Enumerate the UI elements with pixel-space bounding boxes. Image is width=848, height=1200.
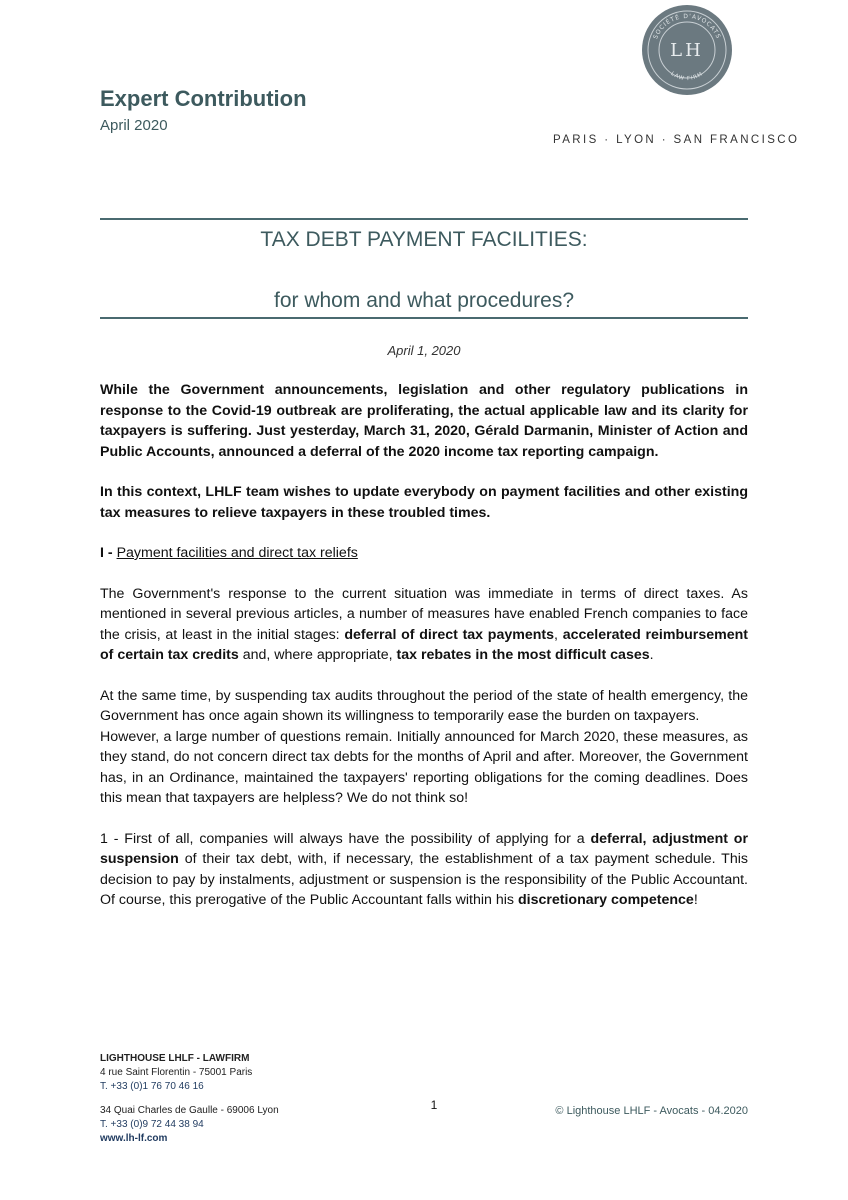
article-body	[100, 380, 748, 931]
paragraph-tax-audits: At the same time, by suspending tax audits throughout the period of the state of health emergency, the Government has once again shown its willingness to temporarily ease the burden on taxpayers.	[100, 687, 748, 724]
text-run: of their tax debt, with, if necessary, the establishment of a tax payment schedule. This decision to pay by instalments, adjustment or suspension is the responsibility of the Public Accountant. Of course, this prerogative of the Public Accountant falls within his	[100, 851, 748, 908]
section-number: I -	[100, 545, 117, 561]
title-rule-top	[100, 218, 748, 220]
footer-firm-name: LIGHTHOUSE LHLF - LAWFIRM	[100, 1053, 250, 1064]
bold-reimbursement: accelerated reimbursement of certain tax credits	[100, 626, 749, 663]
intro-paragraph-2: In this context, LHLF team wishes to update everybody on payment facilities and other existing tax measures to relieve taxpayers in these troubled times.	[100, 484, 748, 521]
text-run: and, where appropriate,	[238, 647, 397, 663]
firm-logo	[641, 4, 733, 96]
document-subtitle: for whom and what procedures?	[274, 289, 574, 312]
footer-phone-lyon: T. +33 (0)9 72 44 38 94	[100, 1119, 204, 1130]
footer-phone-paris: T. +33 (0)1 76 70 46 16	[100, 1081, 204, 1092]
document-title: TAX DEBT PAYMENT FACILITIES:	[260, 228, 588, 251]
footer-contact	[100, 1052, 279, 1146]
footer-copyright: © Lighthouse LHLF - Avocats - 04.2020	[555, 1105, 748, 1117]
bold-discretionary: discretionary competence	[517, 892, 694, 908]
text-run: ,	[554, 626, 563, 643]
publication-date: April 1, 2020	[387, 343, 461, 358]
bold-rebates: tax rebates in the most difficult cases	[396, 647, 650, 663]
footer-address-lyon: 34 Quai Charles de Gaulle - 69006 Lyon	[100, 1105, 279, 1116]
text-run: .	[649, 647, 654, 663]
paragraph-questions: However, a large number of questions remain. Initially announced for March 2020, these measures, as they stand, do not concern direct tax debts for the months of April and after. Moreover, the Government has, in an Ordinance, maintained the taxpayers' reporting obligations for the coming deadlines. Does this mean that taxpayers are helpless? We do not think so!	[100, 728, 748, 806]
logo-monogram: LH	[670, 40, 704, 61]
section-heading	[100, 543, 748, 564]
text-run: 1 - First of all, companies will always have the possibility of applying for a	[100, 830, 591, 847]
text-run: !	[693, 892, 698, 908]
intro-paragraph-1: While the Government announcements, legislation and other regulatory publications in response to the Covid-19 outbreak are proliferating, the actual applicable law and its clarity for taxpayers is suffering. Just yesterday, March 31, 2020, Gérald Darmanin, Minister of Action and Public Accounts, announced a deferral of the 2020 income tax reporting campaign.	[100, 382, 748, 460]
paragraph-direct-taxes	[100, 584, 748, 666]
paragraph-deferral	[100, 829, 748, 911]
logo-ring-bottom: LAW FIRM	[669, 70, 705, 83]
footer-address-paris: 4 rue Saint Florentin - 75001 Paris	[100, 1067, 253, 1078]
page-number: 1	[430, 1098, 438, 1112]
header-title: Expert Contribution	[100, 86, 307, 111]
logo-ring-top: SOCIÉTÉ D'AVOCATS	[652, 12, 722, 41]
text-run: The Government's response to the current situation was immediate in terms of direct taxes. As mentioned in several previous articles, a number of measures have enabled French companies to face the crisis, at least in the initial stages:	[100, 585, 748, 643]
header-date: April 2020	[100, 117, 168, 134]
title-rule-bottom	[100, 317, 748, 319]
office-cities: PARIS · LYON · SAN FRANCISCO	[553, 134, 800, 146]
section-title: Payment facilities and direct tax reliefs	[116, 545, 358, 561]
bold-deferral-adjustment: deferral, adjustment or suspension	[100, 830, 748, 867]
bold-deferral: deferral of direct tax payments	[344, 626, 555, 643]
footer-website-link[interactable]: www.lh-lf.com	[100, 1133, 168, 1144]
